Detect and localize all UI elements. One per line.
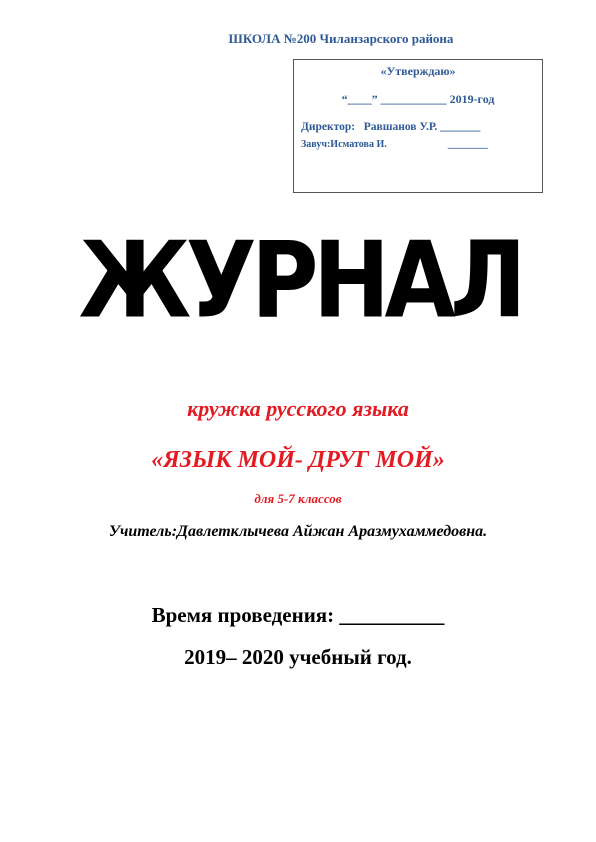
deputy-name: Завуч:Исматова И.	[301, 139, 387, 150]
director-line	[301, 121, 480, 133]
school-year: 2019– 2020 учебный год.	[184, 645, 412, 669]
deputy-line	[301, 139, 488, 150]
deputy-signature-line: ________	[447, 139, 488, 150]
club-subtitle: кружка русского языка	[187, 396, 409, 421]
approval-box	[293, 59, 543, 193]
approval-title: «Утверждаю»	[380, 64, 456, 78]
approval-date-line: “____” ___________ 2019-год	[341, 92, 495, 106]
school-name: ШКОЛА №200 Чиланзарского района	[228, 31, 454, 46]
director-name: Равшанов У.Р. _______	[363, 121, 481, 133]
time-label: Время проведения: __________	[151, 603, 445, 627]
director-label: Директор:	[301, 121, 356, 133]
teacher-name: Учитель:Давлетклычева Айжан Аразмухаммедовна.	[108, 523, 488, 540]
club-name: «ЯЗЫК МОЙ- ДРУГ МОЙ»	[151, 447, 445, 473]
journal-title: ЖУРНАЛ	[78, 218, 522, 342]
grades-label: для 5-7 классов	[254, 491, 342, 506]
